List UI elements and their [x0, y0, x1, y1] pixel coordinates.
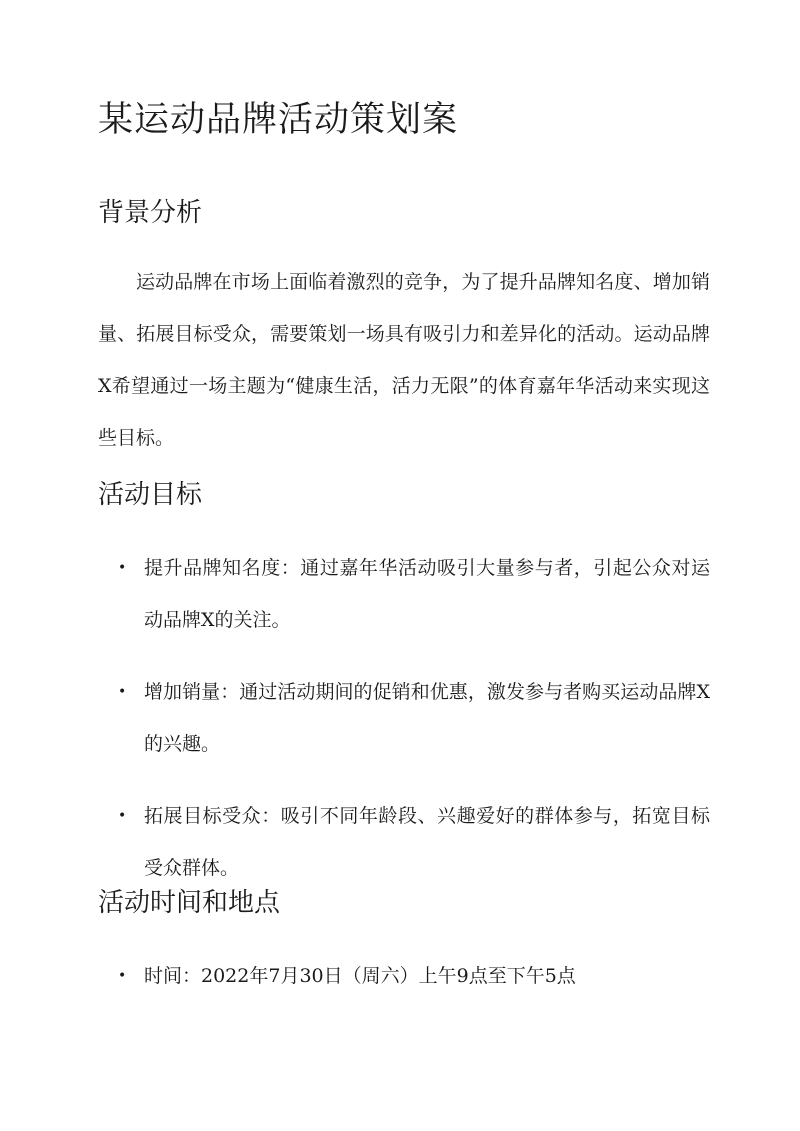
list-item: [98, 790, 710, 894]
list-item: [98, 666, 710, 770]
bullet-icon: •: [118, 560, 127, 576]
background-paragraph: 运动品牌在市场上面临着激烈的竞争，为了提升品牌知名度、增加销量、拓展目标受众，需要策划一场具有吸引力和差异化的活动。运动品牌X希望通过一场主题为“健康生活，活力无限”的体育嘉年华活动来实现这些目标。: [98, 271, 710, 449]
list-item: [98, 950, 710, 1002]
section-heading-background: 背景分析: [98, 198, 203, 228]
list-item-text: 拓展目标受众：吸引不同年龄段、兴趣爱好的群体参与，拓宽目标受众群体。: [144, 805, 710, 879]
section-heading-goals: 活动目标: [98, 480, 203, 510]
list-item-text: 提升品牌知名度：通过嘉年华活动吸引大量参与者，引起公众对运动品牌X的关注。: [144, 557, 710, 631]
goals-list: [98, 542, 710, 894]
list-item: [98, 542, 710, 646]
bullet-icon: •: [118, 684, 127, 700]
section-heading-time-place: 活动时间和地点: [98, 888, 281, 918]
time-place-list: [98, 950, 710, 1002]
document-title: 某运动品牌活动策划案: [98, 100, 459, 140]
bullet-icon: •: [118, 968, 127, 984]
list-item-text: 增加销量：通过活动期间的促销和优惠，激发参与者购买运动品牌X的兴趣。: [144, 681, 710, 755]
bullet-icon: •: [118, 808, 127, 824]
list-item-text: 时间：2022年7月30日（周六）上午9点至下午5点: [144, 965, 576, 987]
